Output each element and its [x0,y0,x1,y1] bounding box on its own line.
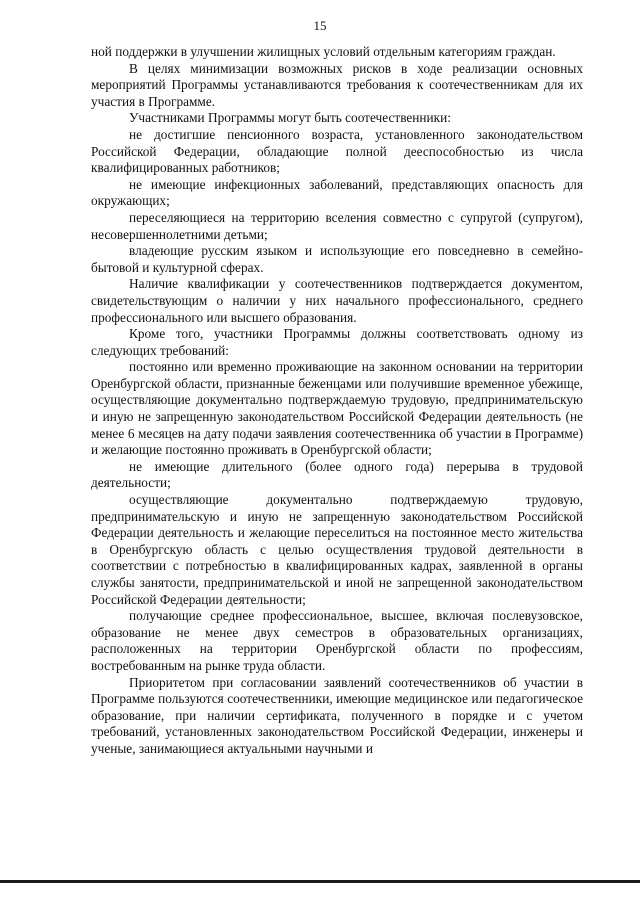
bottom-scan-edge [0,880,640,883]
paragraph-participants-intro: Участниками Программы могут быть соотечественники: [129,110,451,126]
document-body [91,44,583,758]
list-item-no-work-break: не имеющие длительного (более одного года) перерыва в трудовой деятельности; [91,458,583,491]
paragraph-risk-minimization: В целях минимизации возможных рисков в ходе реализации основных мероприятий Программы устанавливаются требования к соотечественникам для их участия в Программе. [91,60,583,109]
paragraph-additional-requirements: Кроме того, участники Программы должны соответствовать одному из следующих требований: [91,326,583,358]
paragraph-qualification-proof: Наличие квалификации у соотечественников подтверждается документом, свидетельствующим о наличии у них начального профессионального, среднего профессионального или высшего образования. [91,276,583,325]
list-item-infectious-diseases: не имеющие инфекционных заболеваний, представляющих опасность для окружающих; [91,176,583,209]
paragraph-priority: Приоритетом при согласовании заявлений соотечественников об участии в Программе пользуются соотечественники, имеющие медицинское или педагогическое образование, при наличии сертификата, полученного в порядке и с учетом требований, установленных законодательством Российской Федерации, инженеры и ученые, занимающиеся актуальными научными и [91,674,583,756]
paragraph-continuation: ной поддержки в улучшении жилищных условий отдельным категориям граждан. [91,44,556,59]
list-item-students: получающие среднее профессиональное, высшее, включая послевузовское, образование не менее двух семестров в образовательных организациях, расположенных на территории Оренбургской области по профессиям, востребованным на рынке труда области. [91,608,583,673]
list-item-residents-refugees: постоянно или временно проживающие на законном основании на территории Оренбургской области, признанные беженцами или получившие временное убежище, осуществляющие документально подтверждаемую трудовую, предпринимательскую и иную не запрещенную законодательством Российской Федерации деятельность (не менее 6 месяцев на дату подачи заявления соотечественника об участии в Программе) и желающие постоянно проживать в Оренбургской области; [91,359,583,458]
list-item-family-relocation: переселяющиеся на территорию вселения совместно с супругой (супругом), несовершеннолетними детьми; [91,209,583,242]
list-item-relocating-workers: осуществляющие документально подтверждаемую трудовую, предпринимательскую и иную не запрещенную законодательством Российской Федерации деятельность и желающие переселиться на постоянное место жительства в Оренбургскую область с целью осуществления трудовой деятельности в соответствии с потребностью в квалифицированных кадрах, заявленной в органы службы занятости, предпринимательской и иной не запрещенной законодательством Российской Федерации деятельности; [91,492,583,607]
list-item-pension-age: не достигшие пенсионного возраста, установленного законодательством Российской Федерации, обладающие полной дееспособностью из числа квалифицированных работников; [91,126,583,176]
list-item-russian-language: владеющие русским языком и использующие его повседневно в семейно-бытовой и культурной сферах. [91,243,583,275]
page-number: 15 [313,18,327,33]
